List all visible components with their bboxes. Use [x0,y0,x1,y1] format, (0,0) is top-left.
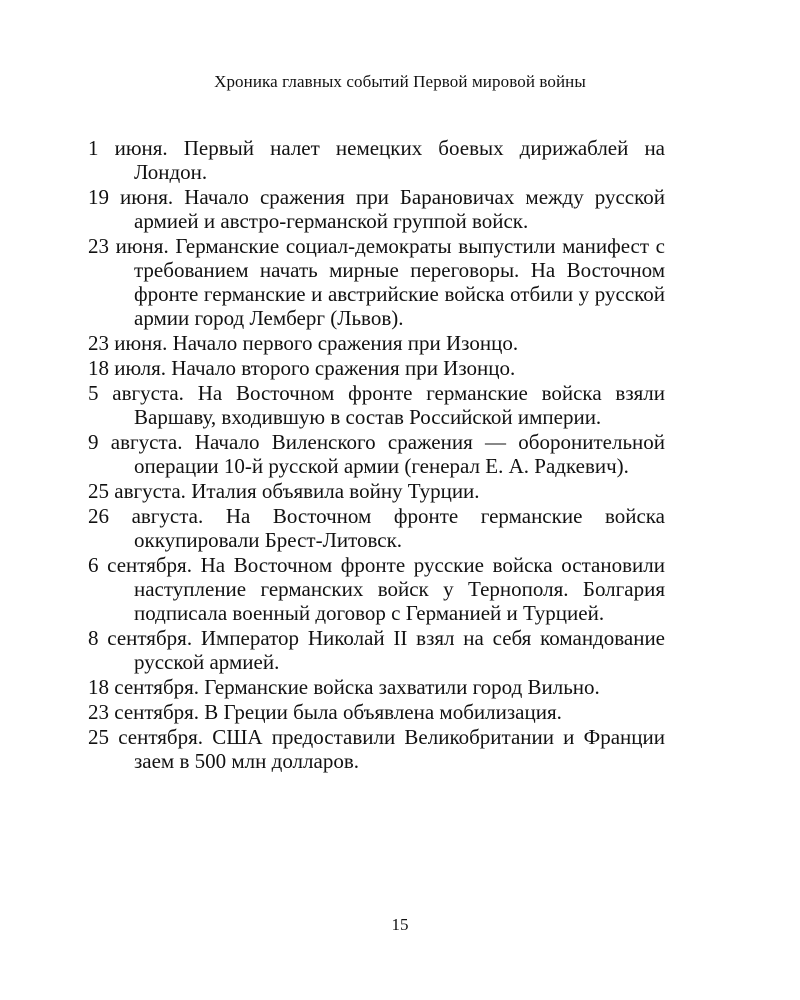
entry-text: Германские социал-демократы выпустили манифест с требованием начать мирные переговоры. На Восточном фронте германские и австрийские войска отбили у русской армии город Лемберг (Львов). [134,234,665,330]
chronicle-entry [88,725,665,773]
running-head: Хроника главных событий Первой мировой войны [214,72,586,91]
chronicle-entry [88,700,665,724]
entry-text: В Греции была объявлена мобилизация. [204,700,562,724]
entry-date: 18 сентября. [88,675,200,699]
entry-date: 1 июня. [88,136,168,160]
entry-date: 5 августа. [88,381,184,405]
entry-date: 25 сентября. [88,725,203,749]
entry-date: 8 сентября. [88,626,193,650]
entry-date: 18 июля. [88,356,167,380]
entry-date: 6 сентября. [88,553,192,577]
chronicle-entry [88,234,665,330]
entry-text: США предоставили Великобритании и Франции заем в 500 млн долларов. [134,725,665,773]
chronicle-entry [88,185,665,233]
chronicle-entry [88,675,665,699]
chronicle-entry [88,479,665,503]
entry-text: Начало сражения при Барановичах между русской армией и австро-германской группой войск. [134,185,665,233]
entry-text: Италия объявила войну Турции. [191,479,480,503]
entry-text: На Восточном фронте германские войска оккупировали Брест-Литовск. [134,504,665,552]
entry-text: Первый налет немецких боевых дирижаблей на Лондон. [134,136,666,184]
chronicle-entry [88,504,665,552]
entry-date: 19 июня. [88,185,174,209]
entry-date: 23 июня. [88,234,169,258]
chronicle-entry [88,553,665,625]
entry-text: На Восточном фронте русские войска остановили наступление германских войск у Тернополя. Болгария подписала военный договор с Германией и Турцией. [134,553,665,625]
chronicle-entry [88,430,665,478]
page-number: 15 [391,915,409,934]
entry-text: На Восточном фронте германские войска взяли Варшаву, входившую в состав Российской империи. [134,381,665,429]
entry-text: Начало Виленского сражения — оборонительной операции 10-й русской армии (генерал Е. А. Радкевич). [134,430,666,478]
chronicle-entry [88,331,665,355]
chronicle-entry [88,356,665,380]
entry-text: Начало второго сражения при Изонцо. [171,356,516,380]
chronicle-entry [88,381,665,429]
entry-text: Начало первого сражения при Изонцо. [172,331,519,355]
chronicle-entries [88,136,665,774]
entry-text: Император Николай II взял на себя командование русской армией. [134,626,666,674]
entry-date: 23 июня. [88,331,168,355]
entry-date: 23 сентября. [88,700,200,724]
chronicle-entry [88,136,665,184]
entry-date: 9 августа. [88,430,183,454]
chronicle-entry [88,626,665,674]
entry-date: 26 августа. [88,504,204,528]
entry-text: Германские войска захватили город Вильно. [204,675,600,699]
entry-date: 25 августа. [88,479,186,503]
